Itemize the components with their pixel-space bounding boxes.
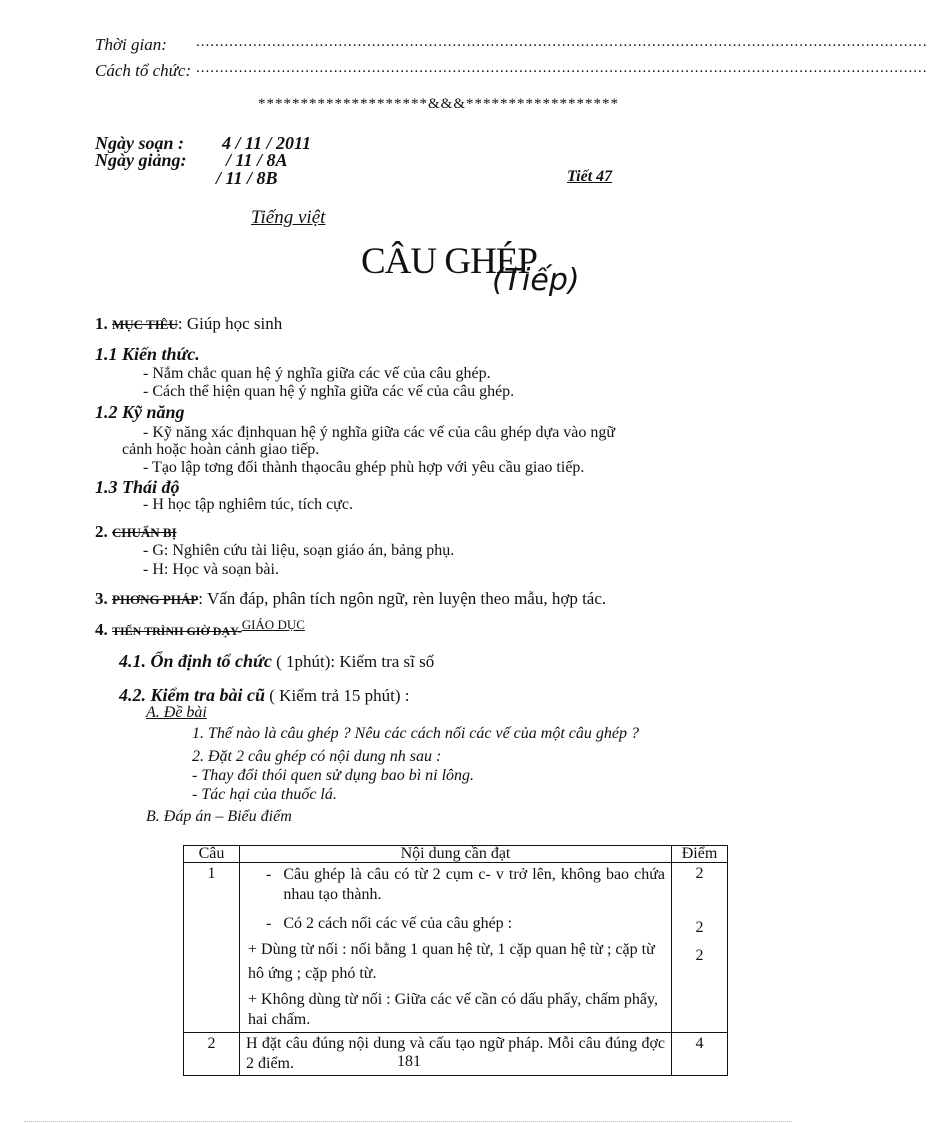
section-heading: TIẾN TRÌNH GIỜ DẠY- [112,624,242,638]
question-1: 1. Thế nào là câu ghép ? Nêu các cách nối các vế của một câu ghép ? [192,725,639,742]
bullet-text: Câu ghép là câu có từ 2 cụm c- v trở lên, không bao chứa nhau tạo thành. [283,866,665,903]
points-value: 2 [695,947,704,964]
section-heading-sup: GIÁO DỤC [241,617,305,632]
skills-line-3: - Tạo lập tơng đối thành thạocâu ghép phù hợp với yêu cầu giao tiếp. [143,459,585,476]
table-header-row [184,846,728,863]
section-number: 4. [95,620,108,639]
class-organization [119,651,434,672]
old-lesson-check [119,685,409,706]
section-number: 2. [95,522,108,541]
section-number: 3. [95,589,108,608]
old-lesson-text: ( Kiểm trả 15 phút) : [269,686,410,705]
preparation-teacher: - G: Nghiên cứu tài liệu, soạn giáo án, bảng phụ. [143,542,455,559]
attitude-item: - H học tập nghiêm túc, tích cực. [143,496,353,513]
section-heading: CHUẨN BỊ [112,525,177,540]
old-lesson-heading: 4.2. Kiểm tra bài cũ [119,685,266,705]
skills-heading: 1.2 Kỹ năng [95,402,185,422]
bullet-dash: - [266,866,272,883]
content-plus-1: + Dùng từ nối : nối bằng 1 quan hệ từ, 1 cặp quan hệ từ ; cặp từ hô ứng ; cặp phó từ. [248,941,655,982]
header-points: Điểm [672,846,728,863]
content-bullet [248,914,665,934]
prepared-date-value: 4 / 11 / 2011 [222,133,312,153]
attitude-heading: 1.3 Thái độ [95,477,180,497]
content-plus-2: + Không dùng từ nối : Giữa các vế cần có dấu phẩy, chấm phẩy, hai chấm. [248,991,658,1028]
section-preparation [95,522,177,542]
time-dotted-line: .......................................................................................................................................................... [196,34,928,50]
preparation-student: - H: Học và soạn bài. [143,561,279,578]
bullet-dash: - [266,915,272,932]
organization-label: Cách tổ chức: [95,61,192,80]
row-points [672,863,728,1033]
question-2b: - Tác hại của thuốc lá. [192,786,337,803]
skills-line-1: - Kỹ năng xác địnhquan hệ ý nghĩa giữa các vế của câu ghép dựa vào ngữ [143,424,616,441]
section-procedure [95,617,305,640]
section-method [95,589,606,609]
row-number: 2 [184,1033,240,1076]
period-label: Tiết 47 [567,168,613,185]
question-2a: - Thay đổi thói quen sử dụng bao bì ni lông. [192,767,475,784]
separator: ********************&&&****************** [258,96,620,112]
table-row [184,1033,728,1076]
lesson-title: CÂU GHÉP [361,241,537,282]
points-value: 2 [695,865,704,882]
time-label: Thời gian: [95,35,167,54]
content-bullet [248,865,665,905]
section-number: 1. [95,314,108,333]
knowledge-item-1: - Nắm chắc quan hệ ý nghĩa giữa các vế của câu ghép. [143,365,491,382]
points-value: 2 [695,919,704,936]
header-content: Nội dung cần đạt [240,846,672,863]
table-row [184,863,728,1033]
knowledge-item-2: - Cách thể hiện quan hệ ý nghĩa giữa các vế của câu ghép. [143,383,515,400]
section-heading: MỤC TIÊU [112,317,178,332]
section-objectives [95,314,282,334]
row-number: 1 [184,863,240,1033]
question-2: 2. Đặt 2 câu ghép có nội dung nh sau : [192,748,442,765]
row-content [240,863,672,1033]
answer-label: B. Đáp án – Biểu điểm [146,808,292,825]
lesson-subtitle: (Tiếp) [492,263,580,298]
prepared-date-label: Ngày soạn : [95,133,184,153]
organization-dotted-line: .......................................................................................................................................................... [196,60,928,76]
taught-date-8b: / 11 / 8B [216,168,278,188]
row-content: H đặt câu đúng nội dung và cấu tạo ngữ pháp. Mỗi câu đúng đợc 2 điểm. [240,1033,672,1076]
row-points: 4 [672,1033,728,1076]
subject-label: Tiếng việt [251,207,326,228]
header-question: Câu [184,846,240,863]
knowledge-heading: 1.1 Kiến thức. [95,344,200,364]
bullet-text: Có 2 cách nối các vế của câu ghép : [283,915,513,932]
taught-date-label: Ngày giảng: [95,150,187,170]
answer-table [183,845,728,1076]
section-text: : Vấn đáp, phân tích ngôn ngữ, rèn luyện theo mẫu, hợp tác. [198,589,607,608]
section-heading: PHƠNG PHÁP [112,592,199,607]
class-organization-heading: 4.1. Ổn định tổ chức [119,651,272,671]
page-number: 181 [397,1053,421,1070]
page-bottom-divider [24,1121,792,1122]
skills-line-2: cảnh hoặc hoàn cảnh giao tiếp. [122,441,320,458]
class-organization-text: ( 1phút): Kiểm tra sĩ số [276,652,435,671]
section-text: : Giúp học sinh [177,314,283,333]
question-label: A. Đề bài [146,704,207,721]
taught-date-8a: / 11 / 8A [226,150,288,170]
